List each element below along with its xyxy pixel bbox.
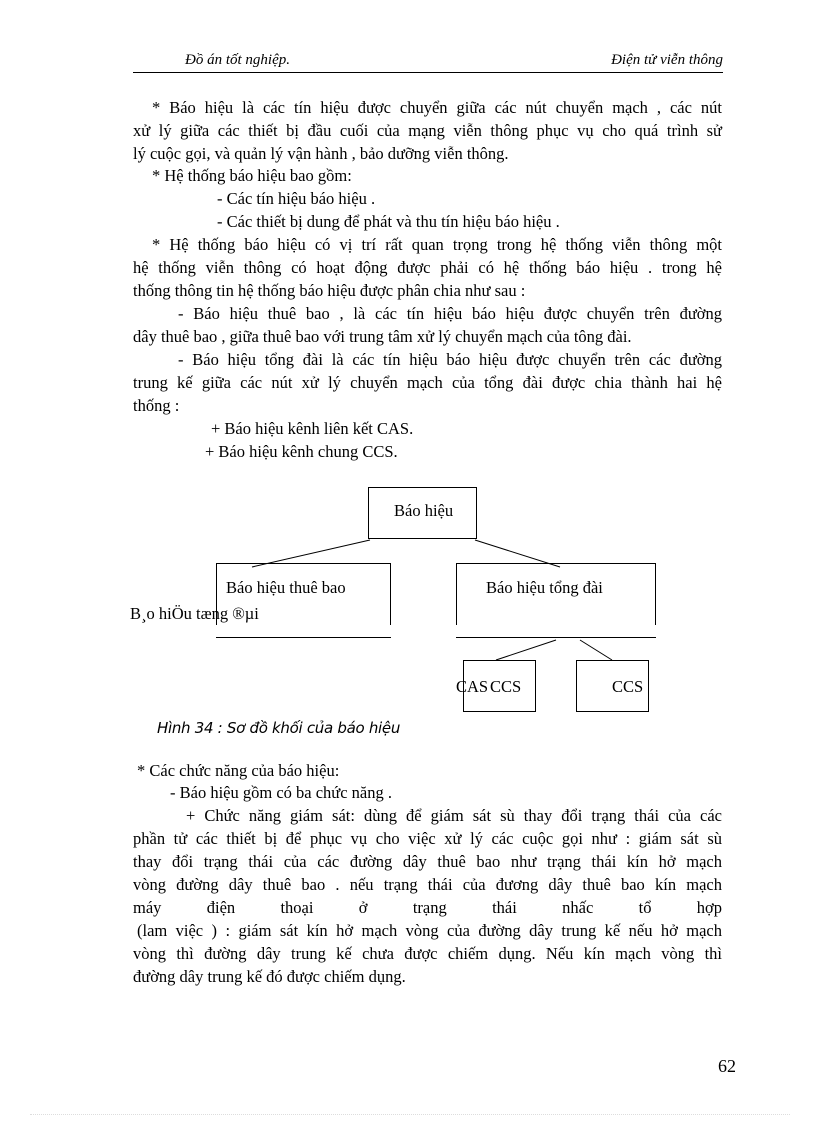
diagram-garbled-label: B¸o hiÖu tæng ®µi [130, 604, 259, 623]
diagram-root-label: Báo hiệu [394, 501, 454, 520]
list-item: - Các tín hiệu báo hiệu . [217, 189, 376, 208]
paragraph-line: * Hệ thống báo hiệu có vị trí rất quan trọng trong hệ thống viễn thông một [152, 235, 722, 254]
right-box-bottom [456, 637, 656, 638]
diagram-root-box [368, 487, 477, 539]
paragraph-line: + Chức năng giám sát: dùng để giám sát sù thay đổi trạng thái của các [186, 806, 722, 825]
paragraph-line: phần tử các thiết bị để phục vụ cho việc xử lý các cuộc gọi như : giám sát sù [133, 829, 722, 848]
paragraph-line: hệ thống viễn thông có hoạt động được phải có hệ thống báo hiệu . trong hệ [133, 258, 722, 277]
figure-caption: Hình 34 : Sơ đồ khối của báo hiệu [157, 719, 401, 737]
paragraph-line: đường dây trung kế đó được chiếm dụng. [133, 967, 406, 986]
paragraph-line: dây thuê bao , giữa thuê bao với trung tâm xử lý chuyển mạch của tông đài. [133, 327, 632, 346]
diagram-ccs-label-b: CCS [612, 677, 644, 696]
diagram-cas-label: CAS [456, 677, 489, 696]
paragraph-line: thay đổi trạng thái của các đường dây thuê bao như trạng thái kín hở mạch [133, 852, 722, 871]
right-box-side [456, 563, 457, 625]
paragraph-line: xử lý giữa các thiết bị đầu cuối của mạng viễn thông phục vụ cho quá trình sử [133, 121, 722, 140]
paragraph-line: thống : [133, 396, 180, 415]
paragraph-line: - Báo hiệu thuê bao , là các tín hiệu báo hiệu được chuyển trên đường [178, 304, 722, 323]
list-item: + Báo hiệu kênh chung CCS. [205, 442, 398, 461]
paragraph-line: - Báo hiệu tổng đài là các tín hiệu báo hiệu được chuyển trên các đường [178, 350, 722, 369]
paragraph-line: vòng thì đường dây trung kế chưa được chiếm dụng. Nếu kín mạch vòng thì [133, 944, 722, 963]
header-left: Đồ án tốt nghiệp. [185, 52, 290, 68]
left-box-side [390, 563, 391, 625]
paragraph-line: thống thông tin hệ thống báo hiệu được phân chia như sau : [133, 281, 526, 300]
paragraph-line: lý cuộc gọi, và quản lý vận hành , bảo dưỡng viễn thông. [133, 144, 509, 163]
list-item: + Báo hiệu kênh liên kết CAS. [211, 419, 414, 438]
paragraph-line: * Báo hiệu là các tín hiệu được chuyển giữa các nút chuyển mạch , các nút [152, 98, 722, 117]
list-item: - Báo hiệu gồm có ba chức năng . [170, 783, 393, 802]
header-right: Điện tử viễn thông [611, 52, 723, 68]
diagram-right-label: Báo hiệu tổng đài [486, 578, 603, 597]
paragraph-line: trung kế giữa các nút xử lý chuyển mạch của tổng đài được chia thành hai hệ [133, 373, 722, 392]
paragraph-line: vòng đường dây thuê bao . nếu trạng thái của đương dây thuê bao kín mạch [133, 875, 722, 894]
footer-divider [30, 1114, 790, 1115]
paragraph-line: * Hệ thống báo hiệu bao gồm: [152, 166, 352, 185]
right-box-side [655, 563, 656, 625]
diagram-left-label: Báo hiệu thuê bao [226, 578, 346, 597]
left-box-top [216, 563, 391, 564]
paragraph-line: máy điện thoại ở trạng thái nhấc tổ hợp [133, 898, 722, 917]
right-box-top [456, 563, 656, 564]
section-title: * Các chức năng của báo hiệu: [137, 761, 340, 780]
page-number: 62 [718, 1056, 736, 1076]
paragraph-line: (lam việc ) : giám sát kín hở mạch vòng của đường dây trung kế nếu hở mạch [137, 921, 722, 940]
list-item: - Các thiết bị dung để phát và thu tín hiệu báo hiệu . [217, 212, 560, 231]
left-box-bottom [216, 637, 391, 638]
diagram-ccs-label-a: CCS [490, 677, 522, 696]
